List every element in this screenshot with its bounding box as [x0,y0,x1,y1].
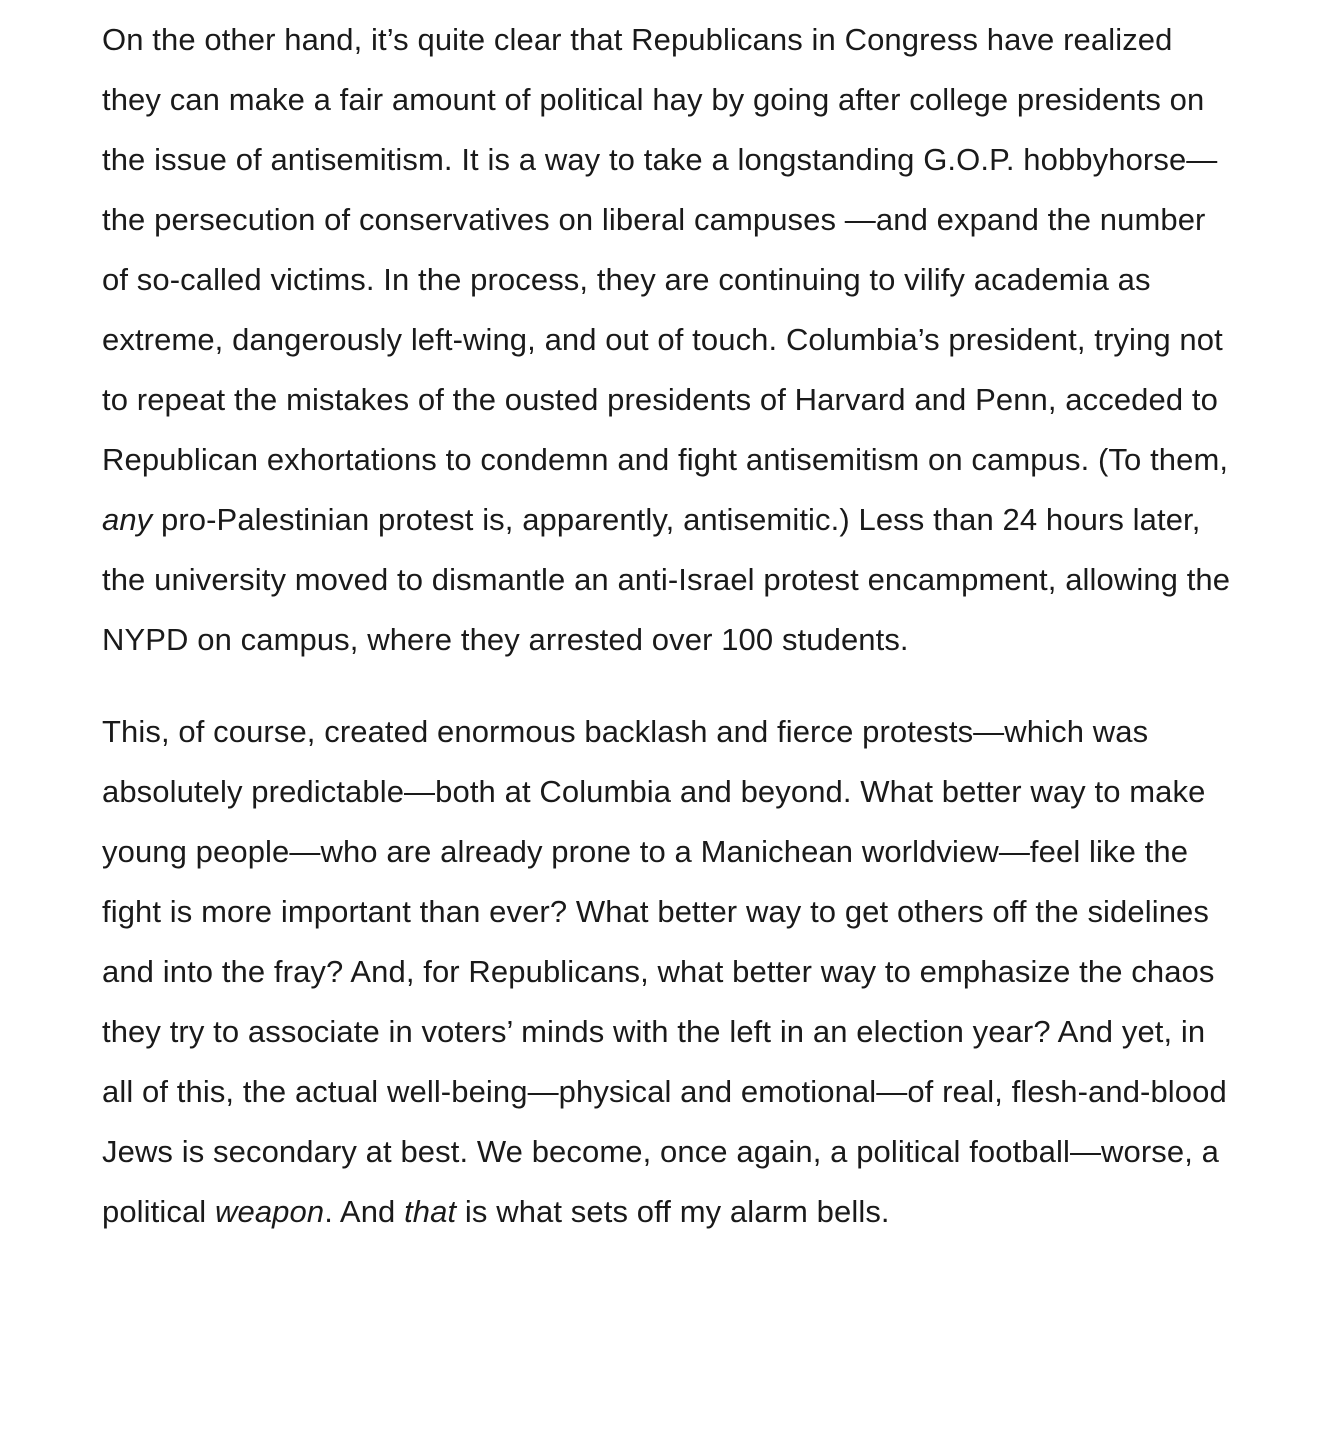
paragraph-2-emphasis-weapon: weapon [215,1194,325,1229]
paragraph-2-text-b: . And [324,1194,405,1229]
paragraph-2-text-a: This, of course, created enormous backlash and fierce protests—which was absolutely predictable—both at Columbia and beyond. What better way to make young people—who are already prone to a Manichean worldview—feel like the fight is more important than ever? What better way to get others off the sidelines and into the fray? And, for Republicans, what better way to emphasize the chaos they try to associate in voters’ minds with the left in an election year? And yet, in all of this, the actual well-being—physical and emotional—of real, flesh-and-blood Jews is secondary at best. We become, once again, a political football—worse, a political [102,714,1227,1229]
paragraph-2-text-c: is what sets off my alarm bells. [456,1194,890,1229]
article-body [102,10,1232,1242]
paragraph-1 [102,10,1232,670]
paragraph-1-emphasis-any: any [102,502,153,537]
paragraph-2 [102,702,1232,1242]
paragraph-1-text-b: pro-Palestinian protest is, apparently, antisemitic.) Less than 24 hours later, the university moved to dismantle an anti-Israel protest encampment, allowing the NYPD on campus, where they arrested over 100 students. [102,502,1231,657]
paragraph-1-text-a: On the other hand, it’s quite clear that Republicans in Congress have realized they can make a fair amount of political hay by going after college presidents on the issue of antisemitism. It is a way to take a longstanding G.O.P. hobbyhorse—the persecution of conservatives on liberal campuses —and expand the number of so-called victims. In the process, they are continuing to vilify academia as extreme, dangerously left-wing, and out of touch. Columbia’s president, trying not to repeat the mistakes of the ousted presidents of Harvard and Penn, acceded to Republican exhortations to condemn and fight antisemitism on campus. (To them, [102,22,1229,477]
paragraph-2-emphasis-that: that [404,1194,457,1229]
